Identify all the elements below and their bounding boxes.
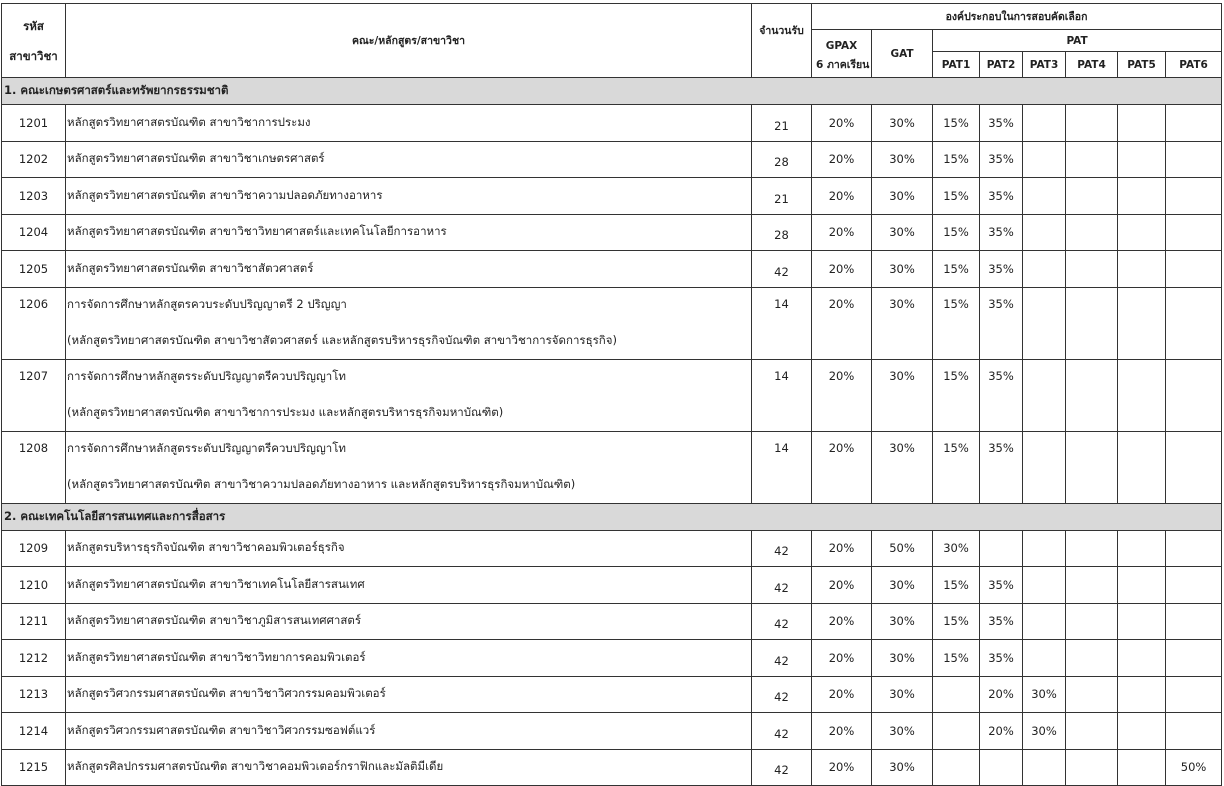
program-name-line1: การจัดการศึกษาหลักสูตรควบระดับปริญญาตรี 2 ปริญญา	[67, 297, 347, 311]
pat4-value	[1066, 713, 1118, 750]
table-row	[2, 214, 1222, 251]
program-name: หลักสูตรวิทยาศาสตรบัณฑิต สาขาวิชาวิทยาการคอมพิวเตอร์	[66, 640, 752, 677]
gpax-value: 20%	[812, 359, 872, 431]
gpax-value: 20%	[812, 251, 872, 288]
pat6-value	[1166, 214, 1222, 251]
pat3-value: 30%	[1023, 676, 1066, 713]
program-name	[66, 359, 752, 431]
pat5-value	[1118, 178, 1166, 215]
pat4-value	[1066, 640, 1118, 677]
pat5-header: PAT5	[1118, 52, 1166, 78]
seats-value: 42	[752, 530, 812, 567]
program-header: คณะ/หลักสูตร/สาขาวิชา	[66, 4, 752, 78]
gpax-value: 20%	[812, 178, 872, 215]
gpax-value: 20%	[812, 530, 872, 567]
pat2-value: 35%	[980, 359, 1023, 431]
table-row	[2, 567, 1222, 604]
pat1-value: 15%	[933, 251, 980, 288]
program-name: หลักสูตรวิทยาศาสตรบัณฑิต สาขาวิชาวิทยาศาสตร์และเทคโนโลยีการอาหาร	[66, 214, 752, 251]
program-name-line1: การจัดการศึกษาหลักสูตรระดับปริญญาตรีควบปริญญาโท	[67, 441, 346, 455]
pat4-value	[1066, 178, 1118, 215]
components-header: องค์ประกอบในการสอบคัดเลือก	[812, 4, 1222, 30]
pat4-value	[1066, 567, 1118, 604]
pat3-value	[1023, 105, 1066, 142]
pat5-value	[1118, 105, 1166, 142]
gat-value: 30%	[872, 178, 933, 215]
table-row	[2, 530, 1222, 567]
program-name	[66, 287, 752, 359]
pat5-value	[1118, 676, 1166, 713]
pat4-value	[1066, 105, 1118, 142]
program-code: 1203	[2, 178, 66, 215]
pat1-header: PAT1	[933, 52, 980, 78]
pat2-value: 35%	[980, 567, 1023, 604]
pat6-value	[1166, 105, 1222, 142]
pat1-value	[933, 676, 980, 713]
table-row	[2, 287, 1222, 359]
pat1-value: 15%	[933, 214, 980, 251]
pat1-value: 15%	[933, 141, 980, 178]
pat1-value	[933, 713, 980, 750]
code-header-line2: สาขาวิชา	[9, 48, 58, 63]
pat1-value: 15%	[933, 287, 980, 359]
program-name: หลักสูตรวิทยาศาสตรบัณฑิต สาขาวิชาความปลอดภัยทางอาหาร	[66, 178, 752, 215]
pat1-value: 15%	[933, 359, 980, 431]
pat1-value	[933, 749, 980, 786]
pat2-value	[980, 530, 1023, 567]
pat2-value: 35%	[980, 640, 1023, 677]
pat5-value	[1118, 530, 1166, 567]
pat5-value	[1118, 567, 1166, 604]
gpax-value: 20%	[812, 676, 872, 713]
pat1-value: 30%	[933, 530, 980, 567]
table-row	[2, 359, 1222, 431]
pat6-value	[1166, 251, 1222, 288]
pat4-value	[1066, 214, 1118, 251]
pat6-value	[1166, 676, 1222, 713]
seats-value: 42	[752, 713, 812, 750]
seats-value: 14	[752, 287, 812, 359]
pat6-value	[1166, 359, 1222, 431]
gat-value: 30%	[872, 676, 933, 713]
pat3-value	[1023, 359, 1066, 431]
pat6-value	[1166, 567, 1222, 604]
pat2-value: 20%	[980, 713, 1023, 750]
gpax-value: 20%	[812, 603, 872, 640]
gat-value: 30%	[872, 287, 933, 359]
program-name-line2: (หลักสูตรวิทยาศาสตรบัณฑิต สาขาวิชาสัตวศาสตร์ และหลักสูตรบริหารธุรกิจบัณฑิต สาขาวิชาการจัดการธุรกิจ)	[67, 333, 617, 347]
program-name: หลักสูตรวิทยาศาสตรบัณฑิต สาขาวิชาเทคโนโลยีสารสนเทศ	[66, 567, 752, 604]
program-name-line2: (หลักสูตรวิทยาศาสตรบัณฑิต สาขาวิชาการประมง และหลักสูตรบริหารธุรกิจมหาบัณฑิต)	[67, 405, 504, 419]
gat-value: 30%	[872, 251, 933, 288]
pat1-value: 15%	[933, 640, 980, 677]
program-code: 1202	[2, 141, 66, 178]
gpax-header-sub	[812, 52, 872, 78]
table-row	[2, 431, 1222, 503]
pat6-value	[1166, 603, 1222, 640]
pat3-value	[1023, 178, 1066, 215]
section-title: 1. คณะเกษตรศาสตร์และทรัพยากรธรรมชาติ	[2, 78, 1222, 105]
pat3-value	[1023, 530, 1066, 567]
pat4-value	[1066, 251, 1118, 288]
pat4-value	[1066, 287, 1118, 359]
pat6-value	[1166, 287, 1222, 359]
pat2-value: 35%	[980, 287, 1023, 359]
program-code: 1207	[2, 359, 66, 431]
program-code: 1209	[2, 530, 66, 567]
pat1-value: 15%	[933, 105, 980, 142]
table-row	[2, 251, 1222, 288]
seats-value: 42	[752, 567, 812, 604]
table-body	[2, 78, 1222, 786]
gat-value: 30%	[872, 431, 933, 503]
pat2-value: 35%	[980, 141, 1023, 178]
gat-value: 30%	[872, 141, 933, 178]
pat6-value	[1166, 640, 1222, 677]
pat5-value	[1118, 214, 1166, 251]
pat6-value	[1166, 141, 1222, 178]
program-code: 1208	[2, 431, 66, 503]
section-title: 2. คณะเทคโนโลยีสารสนเทศและการสื่อสาร	[2, 503, 1222, 530]
seats-value: 42	[752, 640, 812, 677]
gat-value: 30%	[872, 640, 933, 677]
gpax-value: 20%	[812, 214, 872, 251]
pat2-value: 35%	[980, 603, 1023, 640]
pat3-value	[1023, 287, 1066, 359]
program-name: หลักสูตรบริหารธุรกิจบัณฑิต สาขาวิชาคอมพิวเตอร์ธุรกิจ	[66, 530, 752, 567]
pat3-value	[1023, 251, 1066, 288]
program-code: 1204	[2, 214, 66, 251]
pat5-value	[1118, 359, 1166, 431]
pat2-value: 35%	[980, 251, 1023, 288]
gat-header: GAT	[872, 30, 933, 78]
table-row	[2, 105, 1222, 142]
seats-value: 28	[752, 141, 812, 178]
pat-header: PAT	[933, 30, 1222, 52]
pat6-value: 50%	[1166, 749, 1222, 786]
pat3-value	[1023, 567, 1066, 604]
pat3-value	[1023, 214, 1066, 251]
program-code: 1210	[2, 567, 66, 604]
seats-value: 14	[752, 359, 812, 431]
pat5-value	[1118, 603, 1166, 640]
seats-value: 21	[752, 105, 812, 142]
seats-value: 42	[752, 749, 812, 786]
section-row	[2, 503, 1222, 530]
pat6-value	[1166, 178, 1222, 215]
program-name: หลักสูตรวิทยาศาสตรบัณฑิต สาขาวิชาสัตวศาสตร์	[66, 251, 752, 288]
program-code: 1206	[2, 287, 66, 359]
pat3-value	[1023, 141, 1066, 178]
program-name-line2: (หลักสูตรวิทยาศาสตรบัณฑิต สาขาวิชาความปลอดภัยทางอาหาร และหลักสูตรบริหารธุรกิจมหาบัณฑิต)	[67, 477, 576, 491]
gpax-header-line1: GPAX	[825, 39, 858, 52]
pat4-value	[1066, 530, 1118, 567]
program-name: หลักสูตรวิทยาศาสตรบัณฑิต สาขาวิชาการประมง	[66, 105, 752, 142]
pat4-value	[1066, 603, 1118, 640]
pat2-value: 35%	[980, 105, 1023, 142]
pat3-value	[1023, 431, 1066, 503]
program-code: 1212	[2, 640, 66, 677]
table-row	[2, 676, 1222, 713]
seats-value: 42	[752, 676, 812, 713]
gpax-value: 20%	[812, 713, 872, 750]
pat1-value: 15%	[933, 567, 980, 604]
program-name: หลักสูตรวิศวกรรมศาสตรบัณฑิต สาขาวิชาวิศวกรรมคอมพิวเตอร์	[66, 676, 752, 713]
pat4-value	[1066, 431, 1118, 503]
pat5-value	[1118, 141, 1166, 178]
seats-header: จำนวนรับ	[752, 4, 812, 78]
gpax-value: 20%	[812, 749, 872, 786]
pat2-value: 35%	[980, 214, 1023, 251]
pat2-value: 35%	[980, 178, 1023, 215]
pat3-value: 30%	[1023, 713, 1066, 750]
table-row	[2, 749, 1222, 786]
gat-value: 30%	[872, 603, 933, 640]
pat1-value: 15%	[933, 431, 980, 503]
gat-value: 30%	[872, 749, 933, 786]
gpax-value: 20%	[812, 287, 872, 359]
pat3-value	[1023, 640, 1066, 677]
program-name: หลักสูตรศิลปกรรมศาสตรบัณฑิต สาขาวิชาคอมพิวเตอร์กราฟิกและมัลติมีเดีย	[66, 749, 752, 786]
pat4-value	[1066, 359, 1118, 431]
table-header	[2, 4, 1222, 78]
seats-value: 28	[752, 214, 812, 251]
program-code: 1201	[2, 105, 66, 142]
pat5-value	[1118, 287, 1166, 359]
gpax-header-line2: 6 ภาคเรียน	[816, 58, 870, 71]
program-name-line1: การจัดการศึกษาหลักสูตรระดับปริญญาตรีควบปริญญาโท	[67, 369, 346, 383]
gat-value: 30%	[872, 359, 933, 431]
pat5-value	[1118, 251, 1166, 288]
seats-value: 42	[752, 251, 812, 288]
pat4-value	[1066, 676, 1118, 713]
program-name	[66, 431, 752, 503]
table-row	[2, 178, 1222, 215]
pat2-value: 20%	[980, 676, 1023, 713]
program-name: หลักสูตรวิทยาศาสตรบัณฑิต สาขาวิชาภูมิสารสนเทศศาสตร์	[66, 603, 752, 640]
pat2-header: PAT2	[980, 52, 1023, 78]
pat4-value	[1066, 141, 1118, 178]
table-row	[2, 603, 1222, 640]
code-header-line1: รหัส	[23, 18, 44, 33]
pat2-value: 35%	[980, 431, 1023, 503]
pat1-value: 15%	[933, 603, 980, 640]
pat4-header: PAT4	[1066, 52, 1118, 78]
code-header	[2, 4, 66, 78]
gat-value: 30%	[872, 105, 933, 142]
pat5-value	[1118, 749, 1166, 786]
seats-value: 14	[752, 431, 812, 503]
gat-value: 30%	[872, 567, 933, 604]
pat1-value: 15%	[933, 178, 980, 215]
pat6-value	[1166, 713, 1222, 750]
program-name: หลักสูตรวิศวกรรมศาสตรบัณฑิต สาขาวิชาวิศวกรรมซอฟต์แวร์	[66, 713, 752, 750]
table-row	[2, 713, 1222, 750]
seats-value: 21	[752, 178, 812, 215]
gpax-value: 20%	[812, 431, 872, 503]
pat5-value	[1118, 431, 1166, 503]
pat6-value	[1166, 530, 1222, 567]
admission-table	[1, 3, 1222, 786]
program-name: หลักสูตรวิทยาศาสตรบัณฑิต สาขาวิชาเกษตรศาสตร์	[66, 141, 752, 178]
program-code: 1205	[2, 251, 66, 288]
gat-value: 30%	[872, 713, 933, 750]
pat2-value	[980, 749, 1023, 786]
program-code: 1213	[2, 676, 66, 713]
table-row	[2, 141, 1222, 178]
program-code: 1215	[2, 749, 66, 786]
gat-value: 30%	[872, 214, 933, 251]
gpax-header	[812, 30, 872, 52]
pat3-header: PAT3	[1023, 52, 1066, 78]
seats-value: 42	[752, 603, 812, 640]
gpax-value: 20%	[812, 141, 872, 178]
gat-value: 50%	[872, 530, 933, 567]
gpax-value: 20%	[812, 640, 872, 677]
program-code: 1214	[2, 713, 66, 750]
pat5-value	[1118, 640, 1166, 677]
pat5-value	[1118, 713, 1166, 750]
gpax-value: 20%	[812, 105, 872, 142]
section-row	[2, 78, 1222, 105]
pat4-value	[1066, 749, 1118, 786]
pat3-value	[1023, 603, 1066, 640]
table-row	[2, 640, 1222, 677]
program-code: 1211	[2, 603, 66, 640]
pat3-value	[1023, 749, 1066, 786]
gpax-value: 20%	[812, 567, 872, 604]
pat6-value	[1166, 431, 1222, 503]
pat6-header: PAT6	[1166, 52, 1222, 78]
